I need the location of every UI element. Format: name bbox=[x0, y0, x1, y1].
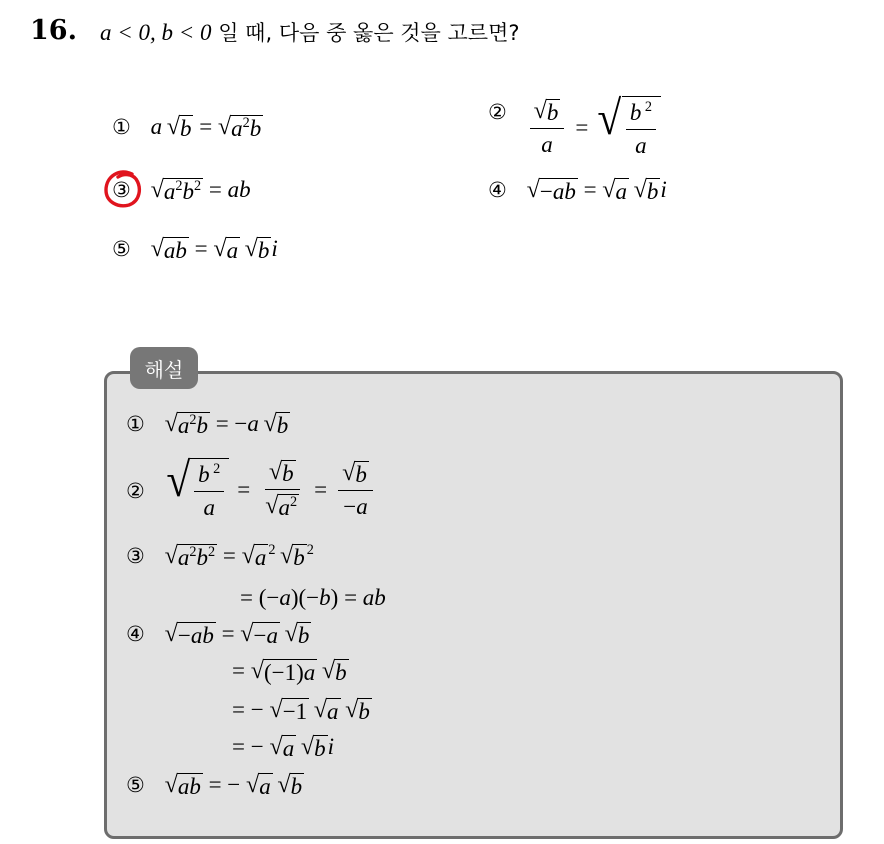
solution-1-marker: ① bbox=[126, 412, 145, 436]
solution-4 bbox=[126, 621, 311, 649]
solution-4-marker: ④ bbox=[126, 622, 145, 646]
solution-5-marker: ⑤ bbox=[126, 773, 145, 797]
choice-1[interactable] bbox=[112, 114, 263, 142]
choice-3-marker: ③ bbox=[112, 178, 131, 202]
solution-2 bbox=[126, 454, 376, 522]
choice-2-formula: √ b a = √ $\frac{b ^2}{a}$ bbox=[527, 96, 661, 159]
solution-4-line-2: = √ (−1)a √ b bbox=[232, 657, 347, 685]
solution-4-formula: √ −ab = √ −a √ b bbox=[164, 620, 310, 648]
solution-1-formula: √ $a^2b$ = −a √ b bbox=[164, 410, 289, 438]
solution-3 bbox=[126, 543, 314, 571]
question-text bbox=[100, 17, 520, 47]
solution-label: 해설 bbox=[130, 347, 198, 389]
solution-3-marker: ③ bbox=[126, 544, 145, 568]
solution-5-formula: √ ab = − √ a √ b bbox=[164, 771, 303, 799]
choice-2-marker: ② bbox=[488, 100, 507, 125]
solution-box bbox=[104, 371, 843, 839]
choice-5-marker: ⑤ bbox=[112, 237, 131, 261]
solution-2-formula: √ $\frac{b ^2}{a}$ = √ b √ $a^2$ = √ b −a bbox=[165, 458, 376, 522]
solution-1 bbox=[126, 411, 290, 439]
question-number: 16. bbox=[30, 15, 77, 46]
choice-5[interactable] bbox=[112, 236, 278, 264]
choice-4-formula: √ −ab = √ a √ b i bbox=[526, 176, 667, 204]
choice-4[interactable] bbox=[488, 177, 667, 205]
question-prompt: 일 때, 다음 중 옳은 것을 고르면? bbox=[211, 21, 520, 45]
solution-4-line-4: = − √ a √ b i bbox=[232, 733, 334, 761]
choice-2[interactable] bbox=[488, 92, 661, 159]
solution-3-line-2: = (−a)(−b) = ab bbox=[240, 585, 386, 610]
choice-1-formula: a √ b = √ $a^2b$ bbox=[150, 113, 262, 141]
choice-5-formula: √ ab = √ a √ b i bbox=[150, 235, 278, 263]
solution-2-marker: ② bbox=[126, 479, 145, 504]
choice-3-formula: √ $a^2b^2$ = ab bbox=[150, 176, 251, 204]
question-condition: a < 0, b < 0 bbox=[100, 20, 212, 45]
solution-3-formula: √ $a^2b^2$ = √ a $^2$ √ b $^2$ bbox=[164, 542, 314, 570]
solution-4-line-3: = − √ −1 √ a √ b bbox=[232, 696, 370, 724]
choice-4-marker: ④ bbox=[488, 178, 507, 202]
choice-3[interactable] bbox=[112, 177, 251, 205]
solution-5 bbox=[126, 772, 304, 800]
choice-1-marker: ① bbox=[112, 115, 131, 139]
